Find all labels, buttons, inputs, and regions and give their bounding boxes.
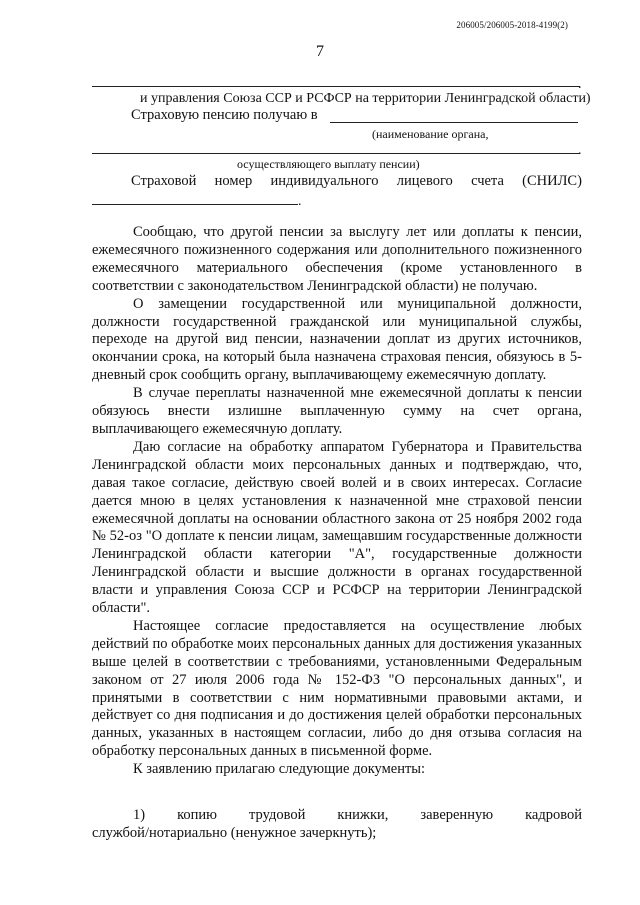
line-end-period: . xyxy=(298,194,302,209)
pension-organ-field-cont[interactable] xyxy=(92,153,580,154)
pension-hint-1: (наименование органа, xyxy=(372,127,489,141)
paragraph-consent: Даю согласие на обработку аппаратом Губернатора и Правительства Ленинградской области моих персональных данных и подтверждаю, что, давая такое согласие, действую своей волей и в своих интересах. Согласие дается мною в целях установления к назначенной мне страховой пенсии ежемесячной доплаты на основании областного закона от 25 ноября 2002 года № 52-оз "О доплате к пенсии лицам, замещавшим государственные должности Ленинградской области категории "А", государственные должности Ленинградской области и высшие должности в органах государственной власти и управления Союза ССР и РСФСР на территории Ленинградской области". xyxy=(92,438,582,617)
body-text xyxy=(92,224,582,779)
snils-field[interactable] xyxy=(92,204,298,205)
pension-hint-2: осуществляющего выплату пенсии) xyxy=(237,157,420,171)
item-word: трудовой xyxy=(249,807,306,823)
attachment-item-1 xyxy=(133,807,582,824)
document-id: 206005/206005-2018-4199(2) xyxy=(456,20,568,30)
snils-word: (СНИЛС) xyxy=(522,173,582,189)
item-word: копию xyxy=(177,807,218,823)
paragraph-other-pension: Сообщаю, что другой пенсии за выслугу лет или доплаты к пенсии, ежемесячного пожизненного содержания или дополнительного пожизненного ежемесячного материального обеспечения (кроме установленного в соответствии с законодательством Ленинградской области) не получаю. xyxy=(92,224,582,294)
snils-label xyxy=(131,173,582,190)
continued-text-line: и управления Союза ССР и РСФСР на территории Ленинградской области) xyxy=(140,91,591,106)
snils-word: номер xyxy=(214,173,253,189)
snils-word: лицевого xyxy=(396,173,453,189)
pension-organ-field[interactable] xyxy=(330,122,578,123)
item-word: кадровой xyxy=(525,807,582,823)
paragraph-consent-scope: Настоящее согласие предоставляется на осуществление любых действий по обработке моих персональных данных для достижения указанных выше целей в соответствии с требованиями, установленными Федеральным законом от 27 июля 2006 года № 152-ФЗ "О персональных данных", и принятыми в соответствии с ним нормативными правовыми актами, и действует со дня подписания и до достижения целей обработки персональных данных, указанных в настоящем согласии, либо до дня отзыва согласия на обработку персональных данных в письменной форме. xyxy=(92,617,582,760)
line-end-period: . xyxy=(578,77,582,92)
paragraph-attachments: К заявлению прилагаю следующие документы: xyxy=(133,761,426,778)
pension-label: Страховую пенсию получаю в xyxy=(131,107,318,123)
attachment-item-1-cont: службой/нотариально (ненужное зачеркнуть); xyxy=(92,825,377,841)
snils-word: индивидуального xyxy=(270,173,379,189)
blank-line xyxy=(92,86,580,87)
item-word: 1) xyxy=(133,807,146,823)
paragraph-obligation: О замещении государственной или муниципальной должности, должности государственной гражданской или муниципальной службы, переходе на другой вид пенсии, назначении доплат из других источников, окончании срока, на который была назначена страховая пенсия, обязуюсь в 5-дневный срок сообщить органу, выплачивающему ежемесячную доплату. xyxy=(92,295,582,384)
item-word: книжки, xyxy=(337,807,389,823)
paragraph-overpayment: В случае переплаты назначенной мне ежемесячной доплаты к пенсии обязуюсь внести излишне выплаченную сумму на счет органа, выплачивающего ежемесячную доплату. xyxy=(92,385,582,437)
line-end-period: . xyxy=(578,143,582,158)
page-number: 7 xyxy=(316,43,324,60)
item-word: заверенную xyxy=(420,807,494,823)
snils-word: счета xyxy=(471,173,504,189)
snils-word: Страховой xyxy=(131,173,197,189)
